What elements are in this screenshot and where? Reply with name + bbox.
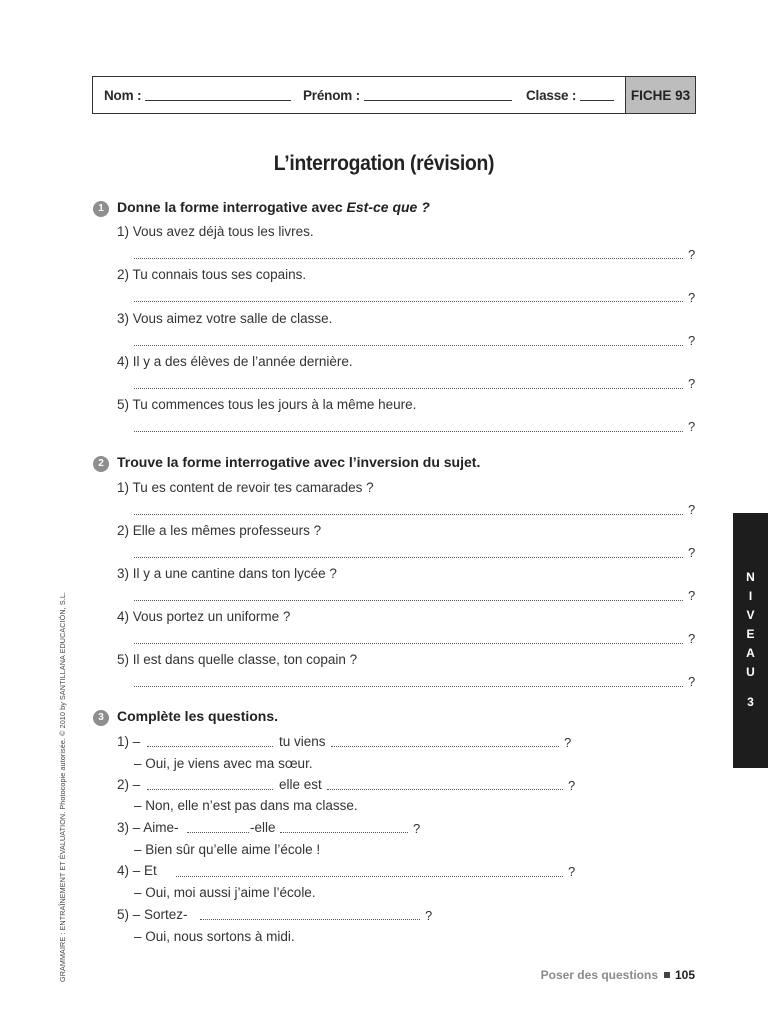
ex3-q3-start: 3) – Aime- bbox=[117, 820, 179, 835]
ex1-answer-line-3 bbox=[134, 345, 683, 346]
exercise-1-title-text: Donne la forme interrogative avec bbox=[117, 199, 347, 215]
ex2-item-4: 4) Vous portez un uniforme ? bbox=[117, 609, 291, 624]
page-number: 105 bbox=[675, 968, 696, 982]
niveau-letter-e: E bbox=[746, 627, 755, 641]
ex3-a4: – Oui, moi aussi j’aime l’école. bbox=[134, 885, 316, 900]
ex3-a2: – Non, elle n’est pas dans ma classe. bbox=[134, 798, 358, 813]
ex3-q1-question-mark: ? bbox=[564, 735, 572, 750]
niveau-letter-v: V bbox=[746, 608, 755, 622]
exercise-1-number: 1 bbox=[93, 201, 109, 217]
ex1-item-1: 1) Vous avez déjà tous les livres. bbox=[117, 224, 314, 239]
ex1-item-4: 4) Il y a des élèves de l’année dernière. bbox=[117, 354, 353, 369]
nom-label: Nom : bbox=[104, 88, 142, 103]
exercise-2-title: Trouve la forme interrogative avec l’inversion du sujet. bbox=[117, 454, 481, 470]
classe-field bbox=[526, 77, 614, 113]
ex3-q2-start: 2) – bbox=[117, 777, 141, 792]
ex3-q1-blank-1 bbox=[147, 746, 273, 747]
ex3-q5-question-mark: ? bbox=[425, 908, 433, 923]
ex3-q2-blank-1 bbox=[147, 789, 273, 790]
ex1-question-mark-1: ? bbox=[688, 247, 696, 262]
ex1-question-mark-3: ? bbox=[688, 333, 696, 348]
ex1-answer-line-2 bbox=[134, 301, 683, 302]
niveau-letter-a: A bbox=[746, 646, 755, 660]
ex2-item-5: 5) Il est dans quelle classe, ton copain ? bbox=[117, 652, 358, 667]
exercise-2-number: 2 bbox=[93, 456, 109, 472]
exercise-1-title bbox=[117, 199, 430, 215]
ex3-q3-middle: -elle bbox=[250, 820, 276, 835]
ex2-question-mark-3: ? bbox=[688, 588, 696, 603]
ex3-q2-question-mark: ? bbox=[568, 778, 576, 793]
prenom-label: Prénom : bbox=[303, 88, 360, 103]
ex2-item-3: 3) Il y a une cantine dans ton lycée ? bbox=[117, 566, 337, 581]
ex1-question-mark-2: ? bbox=[688, 290, 696, 305]
ex2-item-2: 2) Elle a les mêmes professeurs ? bbox=[117, 523, 322, 538]
ex2-answer-line-2 bbox=[134, 557, 683, 558]
ex3-q1-middle: tu viens bbox=[279, 734, 326, 749]
prenom-field bbox=[303, 77, 512, 113]
ex2-item-1: 1) Tu es content de revoir tes camarades ? bbox=[117, 480, 374, 495]
ex3-q1-start: 1) – bbox=[117, 734, 141, 749]
student-info-header bbox=[92, 76, 696, 114]
ex2-question-mark-4: ? bbox=[688, 631, 696, 646]
ex1-answer-line-4 bbox=[134, 388, 683, 389]
nom-field bbox=[104, 77, 291, 113]
exercise-3-title: Complète les questions. bbox=[117, 708, 279, 724]
niveau-number: 3 bbox=[747, 695, 754, 709]
prenom-blank bbox=[364, 99, 512, 101]
ex3-q4-start: 4) – Et bbox=[117, 863, 157, 878]
exercise-1-title-emphasis: Est-ce que ? bbox=[346, 199, 430, 215]
footer-square-bullet bbox=[664, 972, 670, 978]
ex1-question-mark-5: ? bbox=[688, 419, 696, 434]
ex3-q1-blank-2 bbox=[331, 746, 559, 747]
ex3-q3-blank-2 bbox=[280, 832, 408, 833]
ex3-q3-question-mark: ? bbox=[413, 821, 421, 836]
ex1-answer-line-5 bbox=[134, 431, 683, 432]
ex1-question-mark-4: ? bbox=[688, 376, 696, 391]
ex3-a3: – Bien sûr qu’elle aime l’école ! bbox=[134, 842, 321, 857]
niveau-side-tab bbox=[733, 513, 768, 768]
ex2-answer-line-3 bbox=[134, 600, 683, 601]
footer-section-title: Poser des questions bbox=[540, 968, 658, 982]
ex3-q4-blank bbox=[176, 876, 563, 877]
exercise-3-number: 3 bbox=[93, 710, 109, 726]
ex3-q4-question-mark: ? bbox=[568, 864, 576, 879]
ex1-item-3: 3) Vous aimez votre salle de classe. bbox=[117, 311, 333, 326]
ex3-q2-blank-2 bbox=[327, 789, 563, 790]
copyright-credit: GRAMMAIRE : ENTRAÎNEMENT ET ÉVALUATION. Photocopie autorisée. © 2010 by SANTILLANA EDUCACIÓN, S.L. bbox=[58, 591, 67, 982]
ex1-item-5: 5) Tu commences tous les jours à la même heure. bbox=[117, 397, 417, 412]
classe-blank bbox=[580, 99, 614, 101]
ex2-answer-line-1 bbox=[134, 514, 683, 515]
ex2-answer-line-4 bbox=[134, 643, 683, 644]
niveau-letter-u: U bbox=[746, 665, 755, 679]
niveau-letter-n: N bbox=[746, 570, 755, 584]
ex1-item-2: 2) Tu connais tous ses copains. bbox=[117, 267, 307, 282]
ex3-q3-blank-1 bbox=[187, 832, 249, 833]
fiche-number: FICHE 93 bbox=[625, 77, 695, 113]
page-title: L’interrogation (révision) bbox=[273, 152, 495, 175]
ex2-question-mark-5: ? bbox=[688, 674, 696, 689]
ex1-answer-line-1 bbox=[134, 258, 683, 259]
ex2-answer-line-5 bbox=[134, 686, 683, 687]
ex3-q2-middle: elle est bbox=[279, 777, 322, 792]
ex2-question-mark-2: ? bbox=[688, 545, 696, 560]
ex3-q5-start: 5) – Sortez- bbox=[117, 907, 188, 922]
ex3-a5: – Oui, nous sortons à midi. bbox=[134, 929, 295, 944]
niveau-letter-i: I bbox=[748, 589, 753, 603]
classe-label: Classe : bbox=[526, 88, 577, 103]
nom-blank bbox=[145, 99, 291, 101]
ex2-question-mark-1: ? bbox=[688, 502, 696, 517]
ex3-q5-blank bbox=[200, 919, 420, 920]
ex3-a1: – Oui, je viens avec ma sœur. bbox=[134, 756, 313, 771]
